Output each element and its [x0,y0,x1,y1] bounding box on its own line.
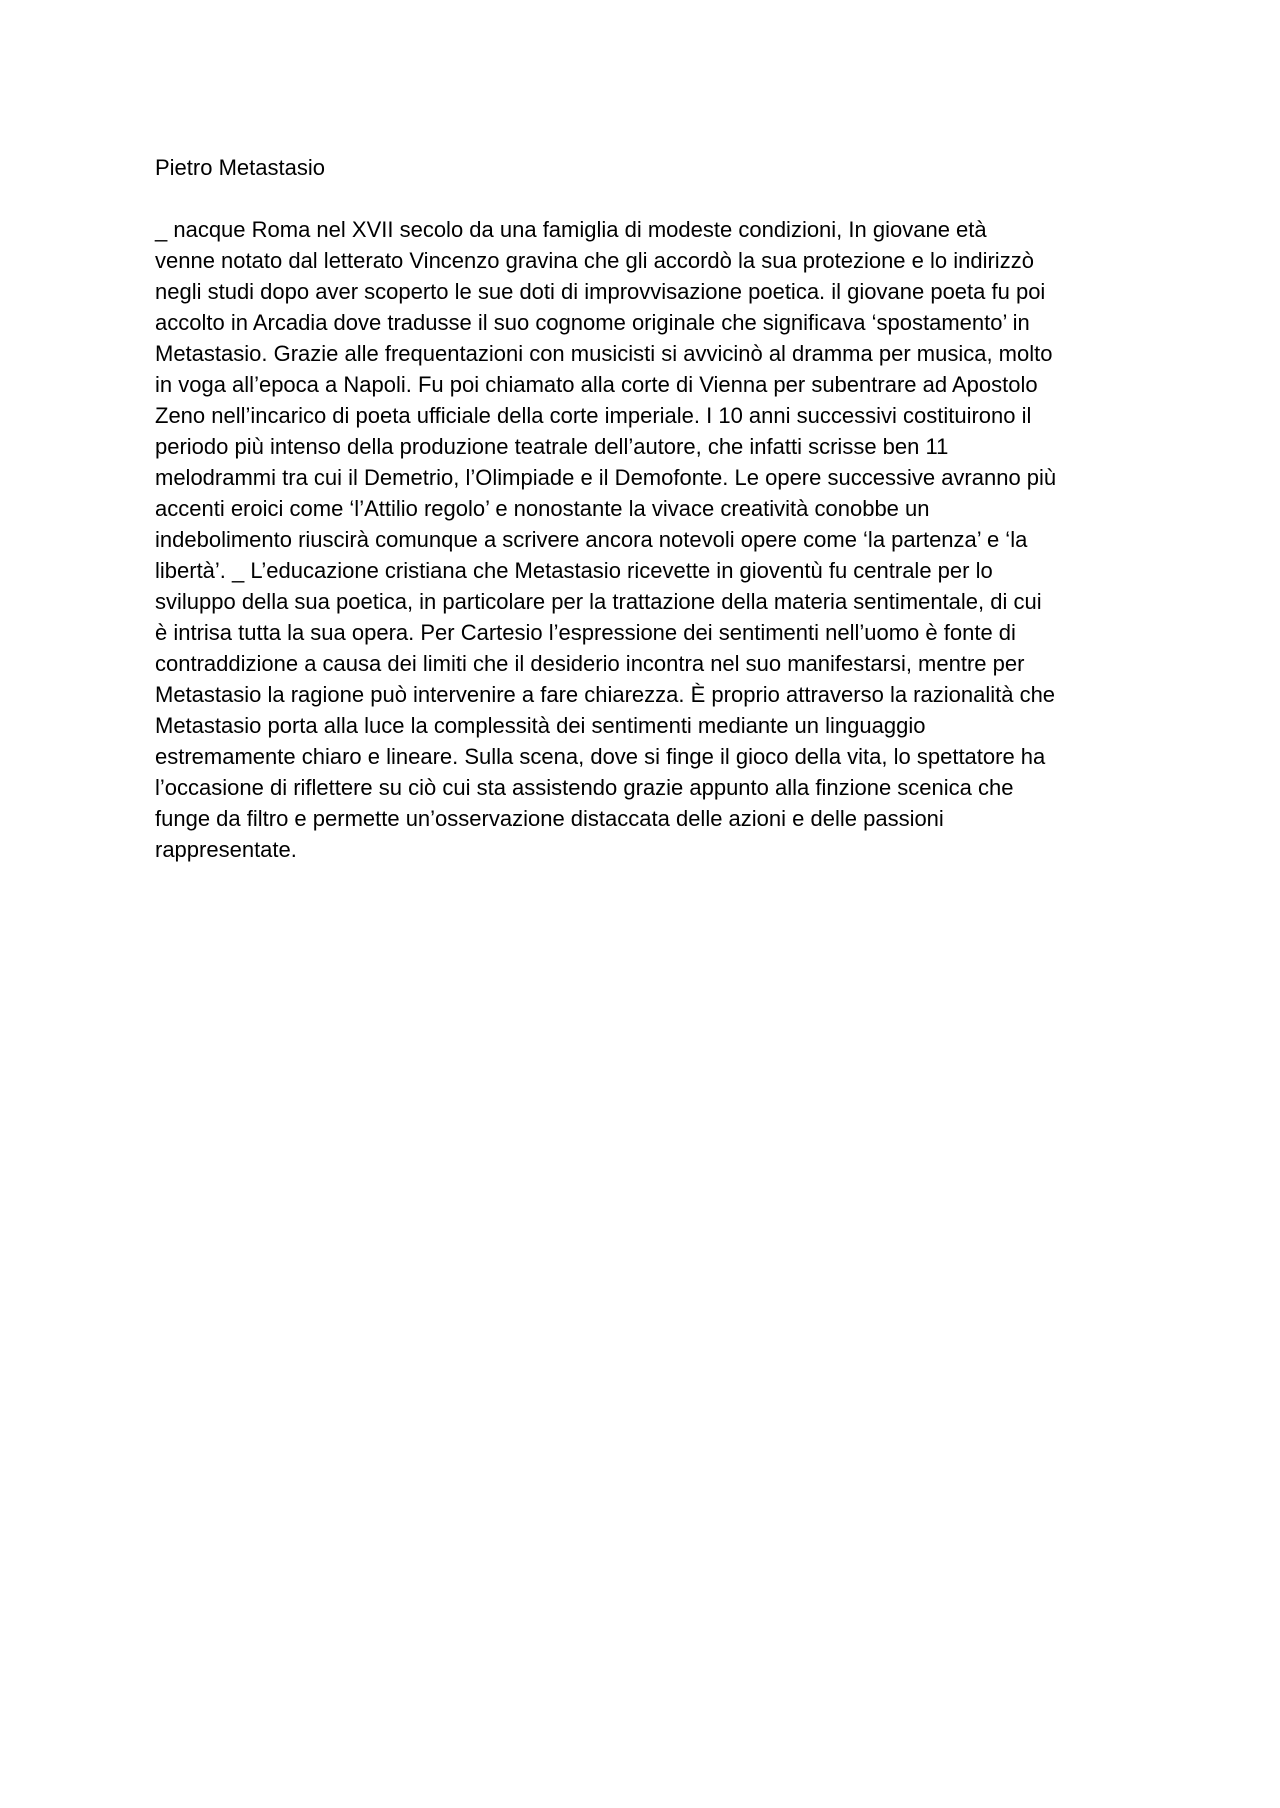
body-line: _ nacque Roma nel XVII secolo da una famiglia di modeste condizioni, In giovane età [155,217,987,242]
body-line: accolto in Arcadia dove tradusse il suo cognome originale che significava ‘spostamento’ in [155,310,1030,335]
body-line: negli studi dopo aver scoperto le sue doti di improvvisazione poetica. il giovane poeta fu poi [155,279,1046,304]
body-line: accenti eroici come ‘l’Attilio regolo’ e nonostante la vivace creatività conobbe un [155,496,930,521]
document-body [155,214,1135,865]
body-line: Zeno nell’incarico di poeta ufficiale della corte imperiale. I 10 anni successivi costituirono il [155,403,1032,428]
paragraph-spacer [155,183,1135,214]
body-line: Metastasio. Grazie alle frequentazioni con musicisti si avvicinò al dramma per musica, molto [155,341,1053,366]
body-line: contraddizione a causa dei limiti che il desiderio incontra nel suo manifestarsi, mentre per [155,651,1025,676]
body-line: Metastasio la ragione può intervenire a fare chiarezza. È proprio attraverso la razionalità che [155,682,1056,707]
body-line: sviluppo della sua poetica, in particolare per la trattazione della materia sentimentale, di cui [155,589,1042,614]
body-line: rappresentate. [155,837,297,862]
body-line: estremamente chiaro e lineare. Sulla scena, dove si finge il gioco della vita, lo spettatore ha [155,744,1046,769]
body-line: indebolimento riuscirà comunque a scrivere ancora notevoli opere come ‘la partenza’ e ‘la [155,527,1028,552]
body-line: Metastasio porta alla luce la complessità dei sentimenti mediante un linguaggio [155,713,926,738]
body-line: funge da filtro e permette un’osservazione distaccata delle azioni e delle passioni [155,806,944,831]
body-line: l’occasione di riflettere su ciò cui sta assistendo grazie appunto alla finzione scenica che [155,775,1014,800]
body-line: periodo più intenso della produzione teatrale dell’autore, che infatti scrisse ben 11 [155,434,949,459]
document-content [155,152,1135,865]
body-line: venne notato dal letterato Vincenzo gravina che gli accordò la sua protezione e lo indirizzò [155,248,1034,273]
body-line: è intrisa tutta la sua opera. Per Cartesio l’espressione dei sentimenti nell’uomo è fonte di [155,620,1016,645]
body-line: in voga all’epoca a Napoli. Fu poi chiamato alla corte di Vienna per subentrare ad Apostolo [155,372,1038,397]
document-title: Pietro Metastasio [155,155,325,180]
body-line: melodrammi tra cui il Demetrio, l’Olimpiade e il Demofonte. Le opere successive avranno più [155,465,1057,490]
body-line: libertà’. _ L’educazione cristiana che Metastasio ricevette in gioventù fu centrale per lo [155,558,993,583]
